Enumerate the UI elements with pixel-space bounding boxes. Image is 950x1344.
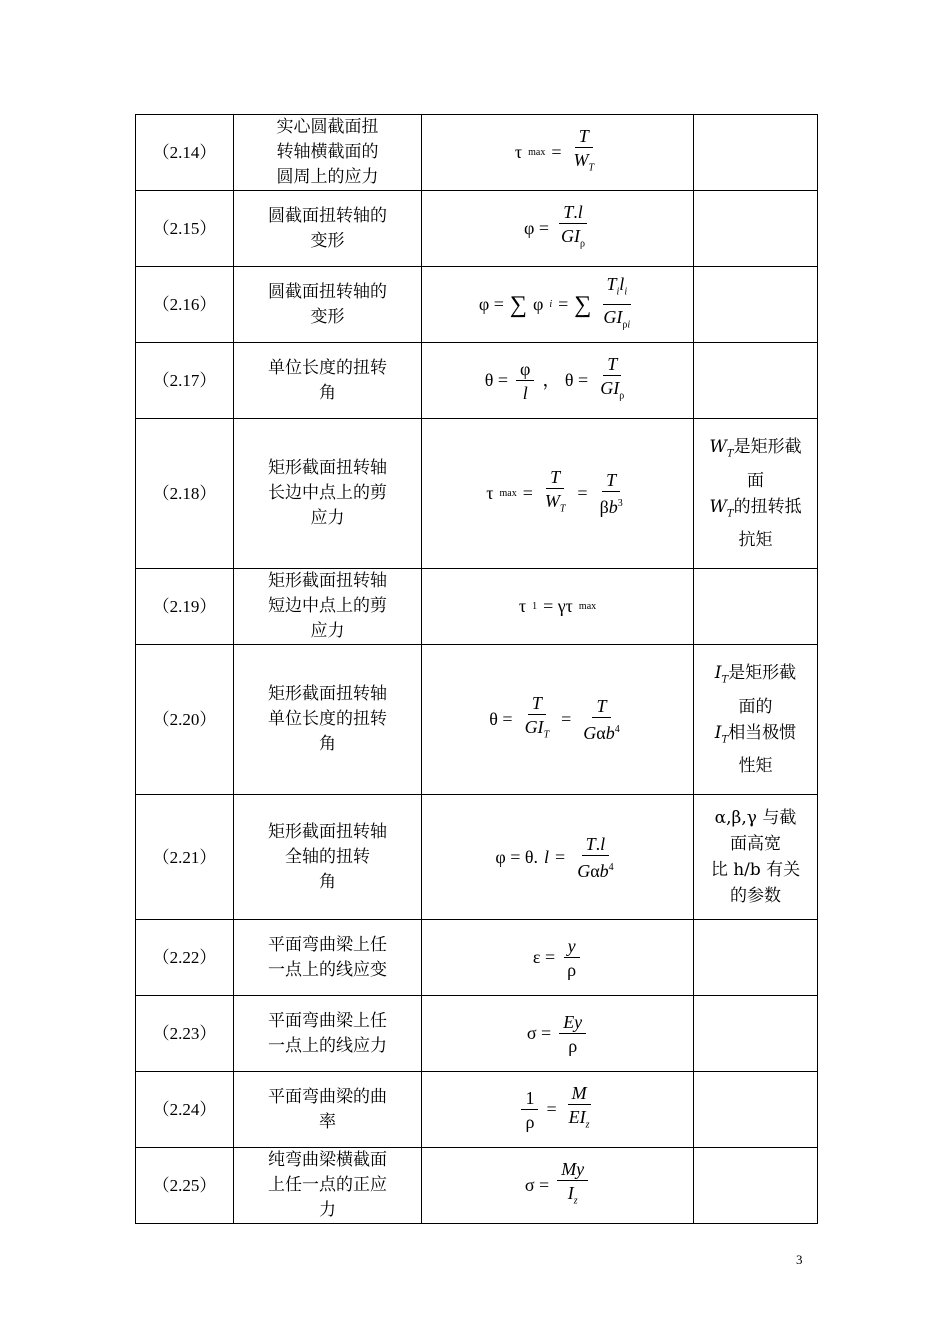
- formula: ε = $\frac{y}{\rho}$: [533, 936, 582, 980]
- formula-number: （2.14）: [136, 115, 234, 191]
- formula-description: [234, 996, 422, 1072]
- note-line: 面: [747, 470, 764, 491]
- note-line: $W_T$的扭转抵: [709, 496, 802, 519]
- formula-description: [234, 645, 422, 795]
- note-line: α,β,γ 与截: [714, 808, 797, 828]
- formula-number: （2.15）: [136, 191, 234, 267]
- formula-cell: [422, 343, 694, 419]
- note-cell: [694, 419, 818, 569]
- formula: $\frac{1}{\rho}$ = $\frac{M}{EI_z}$: [519, 1083, 595, 1136]
- formula-description: [234, 920, 422, 996]
- description-line: 单位长度的扭转: [268, 357, 387, 378]
- formula-description: [234, 1072, 422, 1148]
- table-row: [136, 267, 818, 343]
- table-row: [136, 191, 818, 267]
- note-cell: [694, 996, 818, 1072]
- formula-cell: [422, 996, 694, 1072]
- note-line: 性矩: [738, 755, 773, 776]
- note-line: 面高宽: [730, 834, 781, 854]
- formula-description: [234, 569, 422, 645]
- note-line: 的参数: [730, 886, 781, 906]
- formula-number: （2.18）: [136, 419, 234, 569]
- description-line: 一点上的线应力: [268, 1035, 387, 1056]
- formula-cell: [422, 115, 694, 191]
- table-row: [136, 920, 818, 996]
- formula: σ = $\frac{Ey}{\rho}$: [527, 1012, 588, 1056]
- formula: τ max = $\frac{T}{W_T}$ = $\frac{T}{\beta b^3}$: [486, 467, 623, 517]
- formula: τ max = $\frac{T}{W_T}$: [514, 126, 595, 174]
- formula-number: （2.25）: [136, 1148, 234, 1224]
- description-line: 变形: [310, 306, 345, 327]
- table-row: [136, 996, 818, 1072]
- note-cell: [694, 191, 818, 267]
- formula-cell: [422, 920, 694, 996]
- formula-number: （2.20）: [136, 645, 234, 795]
- formula: φ = θ. l = $\frac{T.l}{G\alpha b^4}$: [495, 833, 614, 881]
- note-cell: [694, 115, 818, 191]
- formula-number: （2.21）: [136, 795, 234, 920]
- description-line: 矩形截面扭转轴: [268, 571, 387, 591]
- formula-description: [234, 343, 422, 419]
- table-row: [136, 343, 818, 419]
- formula-number: （2.16）: [136, 267, 234, 343]
- formula-number: （2.17）: [136, 343, 234, 419]
- formula-cell: [422, 569, 694, 645]
- formula-number: （2.23）: [136, 996, 234, 1072]
- description-line: 率: [319, 1111, 336, 1132]
- formula-description: [234, 795, 422, 920]
- description-line: 转轴横截面的: [276, 142, 379, 162]
- description-line: 力: [319, 1200, 336, 1220]
- formula-number: （2.24）: [136, 1072, 234, 1148]
- description-line: 实心圆截面扭: [276, 117, 379, 137]
- formula-cell: [422, 1072, 694, 1148]
- description-line: 平面弯曲梁上任: [268, 1010, 387, 1031]
- description-line: 圆截面扭转轴的: [268, 205, 387, 226]
- formula-description: [234, 115, 422, 191]
- description-line: 圆截面扭转轴的: [268, 281, 387, 302]
- table-row: [136, 419, 818, 569]
- note-cell: [694, 920, 818, 996]
- table-row: [136, 1148, 818, 1224]
- note-cell: [694, 795, 818, 920]
- description-line: 上任一点的正应: [268, 1175, 387, 1195]
- note-cell: [694, 267, 818, 343]
- note-cell: [694, 569, 818, 645]
- note-line: 抗矩: [738, 529, 773, 550]
- description-line: 矩形截面扭转轴: [268, 458, 387, 478]
- description-line: 变形: [310, 230, 345, 251]
- note-cell: [694, 343, 818, 419]
- table-row: [136, 569, 818, 645]
- formula-number: （2.22）: [136, 920, 234, 996]
- formula: σ = $\frac{My}{I_z}$: [525, 1159, 590, 1212]
- description-line: 应力: [310, 621, 345, 641]
- description-line: 长边中点上的剪: [268, 483, 387, 503]
- description-line: 全轴的扭转: [285, 846, 370, 867]
- formula-cell: [422, 419, 694, 569]
- description-line: 矩形截面扭转轴: [268, 821, 387, 842]
- note-cell: [694, 1072, 818, 1148]
- note-line: $I_T$相当极惯: [714, 722, 797, 745]
- formula: θ = $\frac{T}{GI_T}$ = $\frac{T}{G\alpha b^4}$: [489, 693, 620, 743]
- description-line: 圆周上的应力: [276, 167, 379, 187]
- formula-table: [135, 114, 818, 1224]
- description-line: 短边中点上的剪: [268, 596, 387, 616]
- formula-cell: [422, 645, 694, 795]
- formula-description: [234, 191, 422, 267]
- formula: φ = $\frac{T.l}{GI_\rho}$: [523, 202, 586, 250]
- description-line: 矩形截面扭转轴: [268, 684, 387, 704]
- formula: φ = ∑ φ i = ∑ $\frac{T_il_i}{GI_{\rho i}}$: [478, 273, 631, 331]
- description-line: 单位长度的扭转: [268, 709, 387, 729]
- description-line: 角: [319, 871, 336, 892]
- page-number: 3: [796, 1252, 803, 1267]
- note-line: 面的: [738, 696, 773, 717]
- formula-number: （2.19）: [136, 569, 234, 645]
- formula-cell: [422, 191, 694, 267]
- formula-cell: [422, 267, 694, 343]
- table-row: [136, 795, 818, 920]
- formula-description: [234, 267, 422, 343]
- description-line: 角: [319, 734, 336, 754]
- description-line: 角: [319, 382, 336, 403]
- formula-description: [234, 419, 422, 569]
- description-line: 平面弯曲梁上任: [268, 934, 387, 955]
- description-line: 平面弯曲梁的曲: [268, 1086, 387, 1107]
- formula-cell: [422, 1148, 694, 1224]
- table-row: [136, 1072, 818, 1148]
- description-line: 一点上的线应变: [268, 959, 387, 980]
- formula: θ = $\frac{\varphi}{l}$ ， θ = $\frac{T}{GI_\rho}$: [484, 354, 625, 403]
- note-cell: [694, 1148, 818, 1224]
- table-row: [136, 115, 818, 191]
- note-line: $I_T$是矩形截: [714, 663, 797, 686]
- note-line: 比 h/b 有关: [710, 860, 801, 880]
- note-line: $W_T$是矩形截: [709, 437, 802, 460]
- formula-cell: [422, 795, 694, 920]
- description-line: 应力: [310, 508, 345, 528]
- formula: τ 1 = γτ max: [518, 595, 597, 616]
- note-cell: [694, 645, 818, 795]
- table-row: [136, 645, 818, 795]
- description-line: 纯弯曲梁横截面: [268, 1150, 387, 1170]
- formula-description: [234, 1148, 422, 1224]
